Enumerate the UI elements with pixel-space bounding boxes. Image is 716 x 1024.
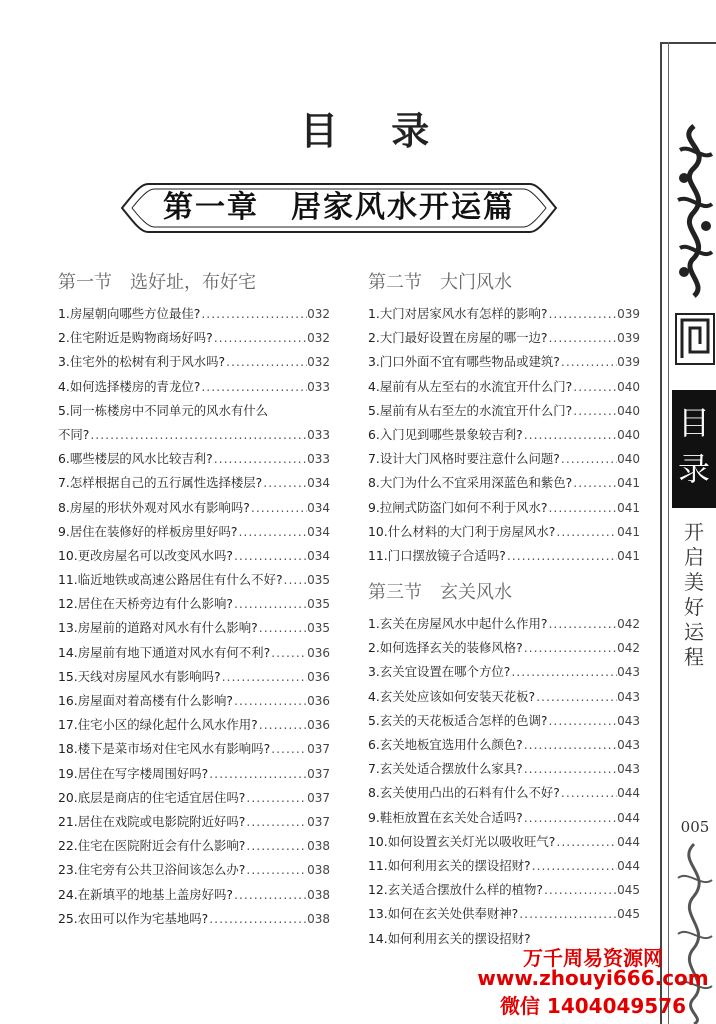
toc-entry-text: 11.门口摆放镜子合适吗?	[368, 547, 506, 563]
toc-page-number: 034	[307, 548, 330, 563]
toc-entry	[368, 660, 640, 684]
toc-entry	[368, 612, 640, 636]
toc-entry	[58, 592, 330, 616]
section-title: 第二节 大门风水	[368, 272, 512, 293]
dot-leader	[250, 496, 307, 520]
dot-leader	[89, 423, 307, 447]
toc-entry-text: 13.房屋前的道路对风水有什么影响?	[58, 620, 258, 636]
meander-ornament	[674, 312, 716, 366]
dot-leader	[233, 689, 307, 713]
toc-entry-text: 2.如何选择玄关的装修风格?	[368, 640, 523, 656]
toc-page-number: 042	[617, 617, 640, 632]
watermark-line: 微信 1404049576	[499, 994, 687, 1018]
toc-page-number: 035	[307, 573, 330, 588]
side-subtitle-char: 程	[684, 645, 704, 669]
toc-entry-text: 5.同一栋楼房中不同单元的风水有什么	[58, 402, 269, 418]
toc-entry	[58, 520, 330, 544]
page-number: 005	[680, 818, 710, 836]
toc-page-number: 042	[617, 641, 640, 656]
toc-page-number: 036	[307, 718, 330, 733]
toc-entry-text: 10.如何设置玄关灯光以吸收旺气?	[368, 833, 556, 849]
side-tab-char-1: 目	[677, 404, 710, 442]
toc-list	[368, 302, 640, 568]
toc-page-number: 038	[307, 911, 330, 926]
dot-leader	[245, 858, 307, 882]
toc-entry	[368, 709, 640, 733]
toc-page-number: 041	[617, 500, 640, 515]
toc-entry	[58, 883, 330, 907]
toc-entry-text: 2.住宅附近是购物商场好吗?	[58, 330, 213, 346]
toc-entry-text: 4.玄关处应该如何安装天花板?	[368, 688, 536, 704]
chapter-title: 第一章 居家风水开运篇	[163, 190, 515, 225]
toc-entry	[58, 689, 330, 713]
toc-page-number: 041	[617, 548, 640, 563]
dot-leader	[208, 907, 307, 931]
side-subtitle-char: 启	[684, 545, 704, 569]
toc-entry	[368, 471, 640, 495]
dot-leader	[547, 612, 617, 636]
toc-page-number: 037	[307, 766, 330, 781]
dot-leader	[200, 302, 307, 326]
dot-leader	[245, 834, 307, 858]
toc-page-number: 038	[307, 839, 330, 854]
section-gap	[368, 568, 640, 578]
toc-page-number: 034	[307, 476, 330, 491]
toc-entry-text: 5.屋前有从右至左的水流宜开什么门?	[368, 402, 573, 418]
toc-entry	[58, 665, 330, 689]
toc-entry-text: 14.如何利用玄关的摆设招财?	[368, 930, 531, 946]
toc-entry-text: 22.住宅在医院附近会有什么影响?	[58, 838, 246, 854]
toc-entry	[58, 471, 330, 495]
dot-leader	[547, 302, 617, 326]
toc-entry	[368, 806, 640, 830]
watermark-line: www.zhouyi666.com	[477, 966, 709, 990]
toc-page-number: 043	[617, 713, 640, 728]
dot-leader	[543, 878, 617, 902]
toc-entry	[58, 399, 330, 447]
toc-entry	[368, 350, 640, 374]
side-tab-char-2: 录	[677, 450, 710, 488]
toc-page-number: 041	[617, 476, 640, 491]
toc-entry-text: 9.居住在装修好的样板房里好吗?	[58, 523, 238, 539]
dot-leader	[200, 375, 307, 399]
toc-entry-text: 7.怎样根据自己的五行属性选择楼层?	[58, 475, 263, 491]
toc-entry	[368, 854, 640, 878]
toc-column-left	[58, 268, 330, 931]
toc-entry	[368, 423, 640, 447]
toc-entry-text: 23.住宅旁有公共卫浴间该怎么办?	[58, 862, 246, 878]
toc-entry	[58, 544, 330, 568]
toc-page-number: 036	[307, 694, 330, 709]
toc-entry	[58, 858, 330, 882]
toc-page-number: 033	[307, 452, 330, 467]
toc-entry-text: 6.入门见到哪些景象较吉利?	[368, 426, 523, 442]
toc-entry	[368, 496, 640, 520]
dot-leader	[560, 350, 617, 374]
toc-list	[368, 612, 640, 951]
toc-page-number: 041	[617, 524, 640, 539]
toc-entry	[368, 733, 640, 757]
toc-entry-text: 11.临近地铁或高速公路居住有什么不好?	[58, 572, 283, 588]
toc-page-number: 044	[617, 810, 640, 825]
toc-entry-text: 7.玄关处适合摆放什么家具?	[368, 761, 523, 777]
toc-entry-text: 17.住宅小区的绿化起什么风水作用?	[58, 717, 258, 733]
dot-leader	[208, 762, 307, 786]
toc-page-number: 043	[617, 738, 640, 752]
dot-leader	[283, 568, 308, 592]
toc-entry-text: 1.玄关在房屋风水中起什么作用?	[368, 616, 548, 632]
toc-entry	[58, 496, 330, 520]
toc-entry	[58, 568, 330, 592]
dot-leader	[262, 471, 307, 495]
toc-entry	[58, 302, 330, 326]
toc-page-number: 045	[617, 883, 640, 898]
toc-entry	[58, 834, 330, 858]
toc-entry-text: 19.居住在写字楼周围好吗?	[58, 765, 209, 781]
toc-entry	[58, 326, 330, 350]
dot-leader	[506, 544, 617, 568]
toc-page-number: 037	[307, 742, 330, 757]
toc-entry-text: 4.如何选择楼房的青龙位?	[58, 378, 201, 394]
toc-entry	[368, 757, 640, 781]
dot-leader	[572, 471, 617, 495]
dot-leader	[270, 737, 307, 761]
scroll-ornament-top	[672, 120, 716, 300]
toc-page-number: 044	[617, 858, 640, 873]
toc-entry-text: 8.大门为什么不宜采用深蓝色和紫色?	[368, 475, 573, 491]
dot-leader	[523, 636, 617, 660]
toc-entry-text: 3.住宅外的松树有利于风水吗?	[58, 354, 226, 370]
toc-page-number: 043	[617, 762, 640, 777]
toc-entry-continuation	[58, 423, 330, 447]
toc-page-number: 040	[617, 452, 640, 467]
toc-entry	[58, 786, 330, 810]
toc-page-number: 038	[307, 887, 330, 902]
toc-entry-text: 18.楼下是菜市场对住宅风水有影响吗?	[58, 741, 271, 757]
toc-entry-text: 12.玄关适合摆放什么样的植物?	[368, 882, 543, 898]
toc-entry-text: 11.如何利用玄关的摆设招财?	[368, 857, 531, 873]
dot-leader	[270, 641, 307, 665]
dot-leader	[245, 810, 307, 834]
toc-page-number: 033	[307, 427, 330, 442]
toc-entry	[368, 326, 640, 350]
dot-leader	[510, 660, 617, 684]
toc-entry-text: 16.房屋面对着高楼有什么影响?	[58, 693, 233, 709]
dot-leader	[523, 733, 617, 757]
dot-leader	[555, 520, 617, 544]
toc-entry-text: 不同?	[58, 426, 90, 442]
toc-list	[58, 302, 330, 931]
toc-entry	[58, 616, 330, 640]
toc-entry	[368, 302, 640, 326]
toc-entry	[368, 781, 640, 805]
toc-entry-text: 25.农田可以作为宅基地吗?	[58, 910, 209, 926]
dot-leader	[518, 902, 617, 926]
toc-entry	[58, 641, 330, 665]
toc-page-number: 035	[307, 597, 330, 612]
side-tab	[672, 390, 716, 508]
toc-page-number: 035	[307, 621, 330, 636]
section-title: 第三节 玄关风水	[368, 582, 512, 604]
dot-leader	[213, 447, 307, 471]
side-subtitle-char: 运	[684, 620, 704, 644]
toc-page-number: 037	[307, 814, 330, 829]
side-subtitle	[672, 520, 716, 670]
side-subtitle-char: 美	[684, 570, 704, 594]
toc-entry	[58, 762, 330, 786]
toc-entry-text: 12.居住在天桥旁边有什么影响?	[58, 596, 233, 612]
toc-entry-text: 2.大门最好设置在房屋的哪一边?	[368, 330, 548, 346]
toc-entry-text: 4.屋前有从左至右的水流宜开什么门?	[368, 378, 573, 394]
chapter-banner	[118, 180, 560, 236]
toc-entry	[58, 350, 330, 374]
toc-entry	[368, 878, 640, 902]
dot-leader	[523, 757, 617, 781]
toc-entry	[368, 375, 640, 399]
watermark-line: 万千周易资源网	[523, 946, 663, 970]
dot-leader	[572, 375, 617, 399]
toc-entry	[58, 907, 330, 931]
toc-page-number: 034	[307, 500, 330, 515]
toc-entry-text: 9.拉闸式防盗门如何不利于风水?	[368, 499, 548, 515]
dot-leader	[225, 350, 307, 374]
band-line	[660, 42, 662, 1024]
toc-entry-text: 9.鞋柜放置在玄关处合适吗?	[368, 809, 523, 825]
toc-entry-text: 5.玄关的天花板适合怎样的色调?	[368, 712, 548, 728]
dot-leader	[245, 786, 307, 810]
toc-entry-text: 14.房屋前有地下通道对风水有何不利?	[58, 644, 271, 660]
toc-page-number: 044	[617, 786, 640, 801]
toc-entry	[368, 447, 640, 471]
toc-entry-text: 7.设计大门风格时要注意什么问题?	[368, 451, 560, 467]
toc-page-number: 032	[307, 331, 330, 346]
toc-page-number: 039	[617, 355, 640, 370]
toc-entry	[368, 399, 640, 423]
dot-leader	[523, 806, 617, 830]
toc-entry-text: 10.什么材料的大门利于房屋风水?	[368, 523, 556, 539]
toc-entry-text: 3.玄关宜设置在哪个方位?	[368, 664, 511, 680]
dot-leader	[535, 685, 617, 709]
toc-entry-text: 1.房屋朝向哪些方位最佳?	[58, 306, 201, 321]
dot-leader	[555, 830, 617, 854]
side-subtitle-char: 开	[684, 520, 704, 544]
dot-leader	[547, 709, 617, 733]
toc-page-number: 033	[307, 379, 330, 394]
toc-entry-text: 3.门口外面不宜有哪些物品或建筑?	[368, 354, 560, 370]
toc-title: 目 录	[300, 108, 450, 153]
toc-entry	[58, 810, 330, 834]
toc-page-number: 044	[617, 834, 640, 849]
band-line-inner	[668, 42, 669, 1024]
toc-page-number: 040	[617, 427, 640, 442]
toc-page-number: 039	[617, 331, 640, 346]
toc-page-number: 039	[617, 307, 640, 321]
toc-entry-text: 15.天线对房屋风水有影响吗?	[58, 668, 221, 684]
toc-page-number: 032	[307, 307, 330, 321]
dot-leader	[523, 423, 617, 447]
toc-page-number: 040	[617, 379, 640, 394]
toc-page-number: 032	[307, 355, 330, 370]
toc-entry	[368, 830, 640, 854]
toc-entry-text: 13.如何在玄关处供奉财神?	[368, 906, 519, 922]
side-subtitle-char: 好	[684, 595, 704, 619]
toc-entry	[368, 636, 640, 660]
toc-entry	[368, 902, 640, 926]
toc-page-number: 038	[307, 863, 330, 878]
toc-page-number: 036	[307, 669, 330, 684]
toc-entry-text: 1.大门对居家风水有怎样的影响?	[368, 306, 548, 321]
toc-entry-text: 24.在新填平的地基上盖房好吗?	[58, 886, 233, 902]
dot-leader	[560, 447, 617, 471]
toc-page-number: 045	[617, 907, 640, 922]
toc-entry	[58, 375, 330, 399]
toc-entry	[58, 447, 330, 471]
toc-entry-text: 8.玄关使用凸出的石料有什么不好?	[368, 785, 560, 801]
dot-leader	[547, 326, 617, 350]
toc-entry-text: 21.居住在戏院或电影院附近好吗?	[58, 813, 246, 829]
toc-entry-text: 10.更改房屋名可以改变风水吗?	[58, 547, 233, 563]
toc-entry	[368, 520, 640, 544]
dot-leader	[560, 781, 617, 805]
dot-leader	[233, 883, 307, 907]
toc-page-number: 040	[617, 403, 640, 418]
toc-page-number: 036	[307, 645, 330, 660]
toc-entry-text: 20.底层是商店的住宅适宜居住吗?	[58, 789, 246, 805]
toc-column-right	[368, 268, 640, 951]
toc-entry	[368, 544, 640, 568]
toc-page-number: 043	[617, 665, 640, 680]
toc-entry-text: 6.玄关地板宜选用什么颜色?	[368, 737, 523, 752]
dot-leader	[572, 399, 617, 423]
dot-leader	[221, 665, 308, 689]
toc-entry-text: 8.房屋的形状外观对风水有影响吗?	[58, 499, 250, 515]
section-title: 第一节 选好址，布好宅	[58, 272, 256, 293]
dot-leader	[258, 616, 307, 640]
dot-leader	[547, 496, 617, 520]
toc-entry	[58, 737, 330, 761]
toc-entry	[58, 713, 330, 737]
dot-leader	[237, 520, 307, 544]
dot-leader	[531, 854, 618, 878]
toc-page-number: 043	[617, 689, 640, 704]
toc-page-number: 037	[307, 790, 330, 805]
toc-page-number: 034	[307, 524, 330, 539]
dot-leader	[213, 326, 307, 350]
dot-leader	[233, 544, 307, 568]
dot-leader	[233, 592, 307, 616]
toc-entry	[368, 685, 640, 709]
dot-leader	[258, 713, 307, 737]
toc-entry-text: 6.哪些楼层的风水比较吉利?	[58, 451, 213, 467]
